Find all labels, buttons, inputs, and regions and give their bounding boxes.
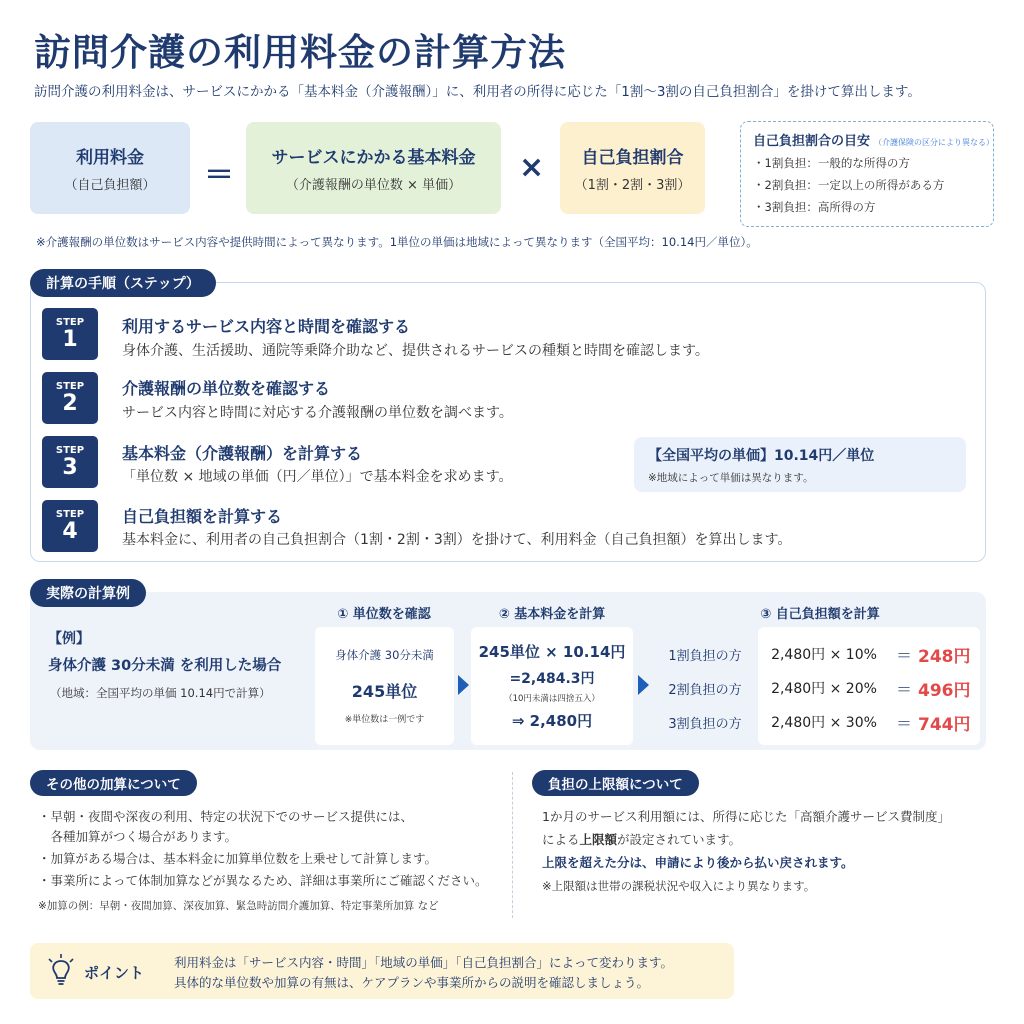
base-fee-rounding-note: （10円未満は四捨五入） bbox=[504, 694, 600, 704]
upper-limit-refund: 上限を超えた分は、申請により後から払い戻されます。 bbox=[542, 855, 854, 870]
step-badge: STEP 4 bbox=[42, 500, 98, 552]
step-title: 基本料金（介護報酬）を計算する bbox=[122, 444, 363, 463]
page-title: 訪問介護の利用料金の計算方法 bbox=[34, 31, 566, 74]
lightbulb-icon bbox=[46, 953, 76, 989]
formula-burden-ratio-sub: （1割・2割・3割） bbox=[574, 178, 691, 193]
units-card bbox=[315, 627, 454, 745]
step-description: 身体介護、生活援助、通院等乗降介助など、提供されるサービスの種類と時間を確認します。 bbox=[122, 343, 709, 359]
burden-row bbox=[652, 637, 978, 671]
guide-item: ・1割負担：一般的な所得の方 bbox=[753, 156, 910, 170]
burden-row-equals: ＝ bbox=[895, 679, 912, 699]
formula-burden-ratio-box bbox=[560, 122, 705, 214]
page-subtitle: 訪問介護の利用料金は、サービスにかかる「基本料金（介護報酬）」に、利用者の所得に応じた「1割〜3割の自己負担割合」を掛けて算出します。 bbox=[34, 84, 921, 100]
burden-row-label: 1割負担の方 bbox=[668, 648, 742, 664]
guide-item: ・3割負担：高所得の方 bbox=[753, 200, 876, 214]
step-badge: STEP 3 bbox=[42, 436, 98, 488]
extra-charges-line: ・事業所によって体制加算などが異なるため、詳細は事業所にご確認ください。 bbox=[38, 873, 488, 888]
formula-base-fee-label: サービスにかかる基本料金 bbox=[271, 148, 476, 168]
units-card-note: ※単位数は一例です bbox=[344, 715, 425, 725]
formula-usage-fee-box bbox=[30, 122, 190, 214]
units-card-service: 身体介護 30分未満 bbox=[335, 648, 434, 662]
national-average-value: 【全国平均の単価】10.14円／単位 bbox=[648, 448, 875, 464]
extra-charges-line: ・加算がある場合は、基本料金に加算単位数を上乗せして計算します。 bbox=[38, 851, 438, 866]
example-tag: 【例】 bbox=[48, 631, 90, 647]
base-fee-card bbox=[471, 627, 633, 745]
point-line: 具体的な単位数や加算の有無は、ケアプランや事業所からの説明を確認しましょう。 bbox=[174, 975, 650, 990]
guide-title: 自己負担割合の目安 （介護保険の区分により異なる） bbox=[753, 134, 995, 149]
step-description: サービス内容と時間に対応する介護報酬の単位数を調べます。 bbox=[122, 405, 513, 421]
upper-limit-line: 1か月のサービス利用額には、所得に応じた「高額介護サービス費制度」 bbox=[542, 809, 950, 824]
burden-row-label: 2割負担の方 bbox=[668, 682, 742, 698]
arrow-right-icon bbox=[458, 675, 469, 695]
formula-usage-fee-sub: （自己負担額） bbox=[64, 178, 156, 193]
steps-header: 計算の手順（ステップ） bbox=[30, 269, 216, 297]
step-description: 「単位数 × 地域の単価（円／単位）」で基本料金を求めます。 bbox=[122, 469, 513, 485]
step-badge: STEP 2 bbox=[42, 372, 98, 424]
guide-title-note: （介護保険の区分により異なる） bbox=[874, 138, 995, 147]
equals-sign: ＝ bbox=[204, 158, 234, 193]
burden-row-equals: ＝ bbox=[895, 645, 912, 665]
guide-item: ・2割負担：一定以上の所得がある方 bbox=[753, 178, 945, 192]
burden-row bbox=[652, 705, 978, 739]
step-title: 利用するサービス内容と時間を確認する bbox=[122, 317, 411, 336]
formula-base-fee-box bbox=[246, 122, 501, 214]
example-condition: （地域：全国平均の単価 10.14円で計算） bbox=[50, 686, 271, 700]
section-divider bbox=[512, 772, 513, 918]
burden-row-result: 248円 bbox=[918, 646, 971, 667]
formula-usage-fee-label: 利用料金 bbox=[76, 148, 144, 168]
unit-note: ※介護報酬の単位数はサービス内容や提供時間によって異なります。1単位の単価は地域によって異なります（全国平均：10.14円／単位）。 bbox=[36, 235, 758, 249]
extra-charges-header: その他の加算について bbox=[30, 770, 197, 796]
base-fee-result: ⇒ 2,480円 bbox=[511, 712, 593, 730]
burden-row-formula: 2,480円 × 20% bbox=[771, 681, 877, 697]
burden-row-result: 744円 bbox=[918, 714, 971, 735]
col-header-burden: ③ 自己負担額を計算 bbox=[760, 607, 880, 622]
upper-limit-note: ※上限額は世帯の課税状況や収入により異なります。 bbox=[542, 879, 816, 893]
formula-base-fee-sub: （介護報酬の単位数 × 単価） bbox=[285, 178, 462, 193]
step-title: 介護報酬の単位数を確認する bbox=[122, 379, 331, 398]
col-header-units: ① 単位数を確認 bbox=[337, 607, 431, 622]
extra-charges-line: ・早朝・夜間や深夜の利用、特定の状況下でのサービス提供には、 bbox=[38, 809, 414, 824]
step-badge: STEP 1 bbox=[42, 308, 98, 360]
example-header: 実際の計算例 bbox=[30, 579, 146, 607]
times-sign: × bbox=[519, 150, 545, 185]
step-description: 基本料金に、利用者の自己負担割合（1割・2割・3割）を掛けて、利用料金（自己負担額）を算出します。 bbox=[122, 532, 792, 548]
burden-row bbox=[652, 671, 978, 705]
upper-limit-header: 負担の上限額について bbox=[532, 770, 699, 796]
example-case: 身体介護 30分未満 を利用した場合 bbox=[48, 658, 282, 674]
step-title: 自己負担額を計算する bbox=[122, 507, 283, 526]
burden-ratio-guide bbox=[740, 121, 994, 227]
point-label: ポイント bbox=[84, 964, 145, 982]
point-line: 利用料金は「サービス内容・時間」「地域の単価」「自己負担割合」によって変わります。 bbox=[174, 955, 674, 970]
upper-limit-keyword: 上限額 bbox=[579, 832, 618, 847]
upper-limit-line: による上限額が設定されています。 bbox=[542, 832, 742, 847]
burden-row-formula: 2,480円 × 10% bbox=[771, 647, 877, 663]
arrow-right-icon bbox=[638, 675, 649, 695]
units-card-value: 245単位 bbox=[351, 682, 418, 701]
col-header-base-fee: ② 基本料金を計算 bbox=[498, 607, 606, 622]
national-average-note: ※地域によって単価は異なります。 bbox=[648, 472, 814, 484]
burden-row-equals: ＝ bbox=[895, 713, 912, 733]
burden-row-label: 3割負担の方 bbox=[668, 716, 742, 732]
formula-burden-ratio-label: 自己負担割合 bbox=[581, 148, 684, 168]
extra-charges-line: 各種加算がつく場合があります。 bbox=[38, 829, 238, 844]
national-average-box bbox=[634, 437, 966, 492]
base-fee-formula: 245単位 × 10.14円 bbox=[478, 643, 626, 661]
base-fee-raw: =2,484.3円 bbox=[509, 671, 595, 687]
burden-row-result: 496円 bbox=[918, 680, 971, 701]
burden-row-formula: 2,480円 × 30% bbox=[771, 715, 877, 731]
extra-charges-note: ※加算の例：早朝・夜間加算、深夜加算、緊急時訪問介護加算、特定事業所加算 など bbox=[38, 900, 439, 912]
